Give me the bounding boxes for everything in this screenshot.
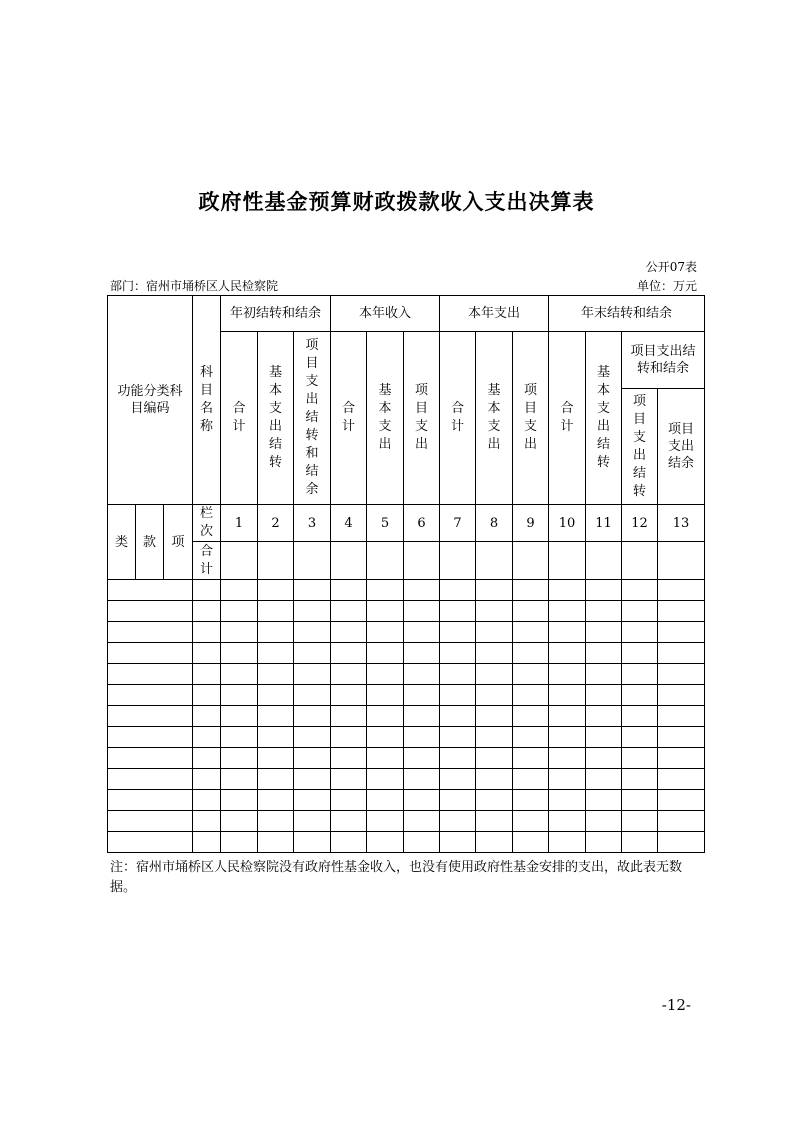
income-basic-header: 基本支出 (367, 332, 404, 505)
table-row (108, 622, 705, 643)
income-project-header: 项目支出 (404, 332, 440, 505)
table-row (108, 790, 705, 811)
col-num: 10 (549, 505, 586, 542)
col-num: 5 (367, 505, 404, 542)
col-num: 2 (258, 505, 294, 542)
end-basic-carry-header: 基本支出结转 (586, 332, 622, 505)
category-lei: 类 (108, 505, 136, 580)
col-num: 1 (221, 505, 258, 542)
page-number: -12- (661, 996, 691, 1014)
unit-label: 单位：万元 (636, 279, 697, 293)
table-row (108, 685, 705, 706)
end-total-header: 合计 (549, 332, 586, 505)
expense-group-header: 本年支出 (440, 296, 549, 332)
column-label: 栏次 (193, 505, 221, 542)
table-row (108, 832, 705, 853)
end-project-group-header: 项目支出结转和结余 (622, 332, 705, 389)
table-row (108, 748, 705, 769)
table-number: 公开07表 (645, 260, 697, 274)
end-group-header: 年末结转和结余 (549, 296, 705, 332)
note-text: 注：宿州市埇桥区人民检察院没有政府性基金收入，也没有使用政府性基金安排的支出，故此表无数据。 (110, 860, 683, 895)
expense-total-header: 合计 (440, 332, 476, 505)
end-project-bal-header: 项目支出结余 (658, 389, 705, 505)
begin-group-header: 年初结转和结余 (221, 296, 331, 332)
table-row (108, 643, 705, 664)
category-kuan: 款 (136, 505, 164, 580)
table-row (108, 811, 705, 832)
col-num: 13 (658, 505, 705, 542)
end-project-carry-header: 项目支出结转 (622, 389, 658, 505)
col-num: 7 (440, 505, 476, 542)
col-num: 6 (404, 505, 440, 542)
col-num: 3 (294, 505, 331, 542)
expense-project-header: 项目支出 (513, 332, 549, 505)
table-row (108, 664, 705, 685)
table-row (108, 769, 705, 790)
col-num: 9 (513, 505, 549, 542)
category-xiang: 项 (164, 505, 193, 580)
sum-label: 合计 (193, 542, 221, 580)
begin-project-carry-bal-header: 项目支出结转和结余 (294, 332, 331, 505)
department-label: 部门：宿州市埇桥区人民检察院 (110, 279, 279, 293)
begin-basic-carry-header: 基本支出结转 (258, 332, 294, 505)
budget-table (107, 295, 705, 853)
col-num: 4 (331, 505, 367, 542)
page-title: 政府性基金预算财政拨款收入支出决算表 (198, 190, 595, 214)
expense-basic-header: 基本支出 (476, 332, 513, 505)
table-row (108, 706, 705, 727)
col-num: 8 (476, 505, 513, 542)
table-row (108, 727, 705, 748)
col-num: 12 (622, 505, 658, 542)
begin-total-header: 合计 (221, 332, 258, 505)
col-num: 11 (586, 505, 622, 542)
table-row (108, 580, 705, 601)
func-code-header: 功能分类科目编码 (108, 296, 193, 505)
empty-rows (108, 580, 705, 853)
income-group-header: 本年收入 (331, 296, 440, 332)
subject-name-header: 科目名称 (193, 296, 221, 505)
table-row (108, 601, 705, 622)
sum-row (108, 542, 705, 580)
income-total-header: 合计 (331, 332, 367, 505)
